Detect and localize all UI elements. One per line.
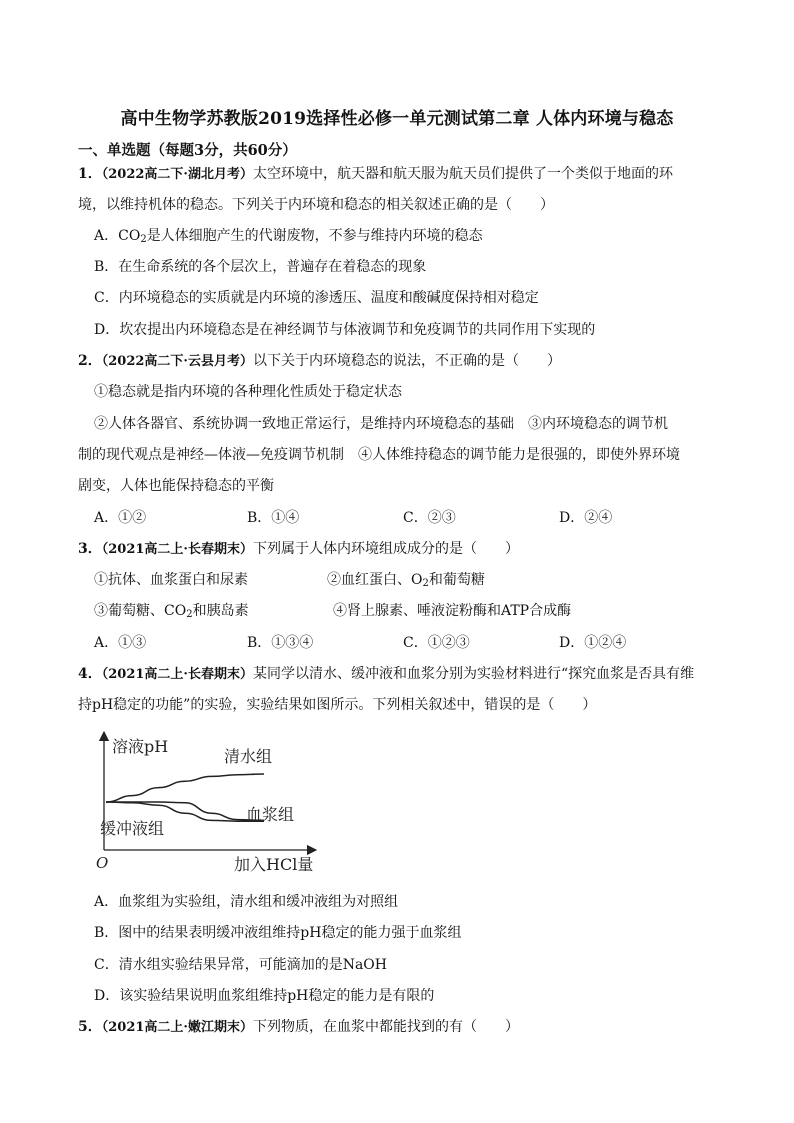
ph-chart (96, 730, 346, 880)
q4-option-c: C．清水组实验结果异常，可能滴加的是NaOH (94, 957, 387, 973)
x-axis-label: 加入HCl量 (234, 855, 314, 874)
series-label-1: 血浆组 (246, 805, 295, 824)
q1-option-c: C．内环境稳态的实质就是内环境的渗透压、温度和酸碱度保持相对稳定 (94, 290, 539, 306)
q4-stem-line2: 持pH稳定的功能”的实验，实验结果如图所示。下列相关叙述中，错误的是（ ） (78, 697, 597, 713)
q3-item-1: ①抗体、血浆蛋白和尿素 (94, 572, 248, 588)
q2-statement-3: 制的现代观点是神经—体液—免疫调节机制 ④人体维持稳态的调节能力是很强的，即使外界环境 (78, 447, 680, 463)
q5-stem: 5．（2021高二上·嫩江期末）下列物质，在血浆中都能找到的有（ ） (78, 1019, 519, 1035)
q1-stem-line1 (78, 164, 673, 185)
q4-stem-line1: 4．（2021高二上·长春期末）某同学以清水、缓冲液和血浆分别为实验材料进行“探究血浆是否具有维 (78, 666, 695, 682)
section-heading: 一、单选题（每题3分，共60分） (78, 142, 297, 159)
q4-option-a: A．血浆组为实验组，清水组和缓冲液组为对照组 (94, 894, 399, 910)
q3-option-d: D．①②④ (559, 635, 627, 651)
q2-statement-2: ②人体各器官、系统协调一致地正常运行，是维持内环境稳态的基础 ③内环境稳态的调节机 (94, 416, 668, 432)
series-line-0 (106, 774, 264, 802)
q5-source: （2021高二上·嫩江期末） (101, 1020, 253, 1035)
q1-stem-text1: 太空环境中，航天器和航天服为航天员们提供了一个类似于地面的环 (252, 166, 673, 182)
q2-option-d: D．②④ (559, 510, 613, 526)
q2-stem: 2．（2022高二下·云县月考）以下关于内环境稳态的说法，不正确的是（ ） (78, 353, 561, 369)
q2-number: 2． (78, 353, 102, 369)
q1-source: （2022高二下·湖北月考） (101, 167, 253, 182)
q1-option-a: A．$CO_2$是人体细胞产生的代谢废物，不参与维持内环境的稳态 (94, 228, 483, 245)
q1-stem-line2: 境，以维持机体的稳态。下列关于内环境和稳态的相关叙述正确的是（ ） (78, 197, 554, 213)
origin-label: O (96, 854, 109, 872)
q4-option-b: B．图中的结果表明缓冲液组维持pH稳定的能力强于血浆组 (94, 925, 462, 941)
q1-option-d: D．坎农提出内环境稳态是在神经调节与体液调节和免疫调节的共同作用下实现的 (94, 322, 596, 338)
q1-number: 1． (78, 166, 102, 182)
q3-option-b: B．①③④ (247, 635, 314, 651)
q3-source: （2021高二上·长春期末） (101, 542, 253, 557)
q3-item-4: ④肾上腺素、唾液淀粉酶和ATP合成酶 (333, 603, 572, 619)
series-line-1 (106, 802, 264, 820)
q3-option-a: A．①③ (94, 635, 147, 651)
series-label-0: 清水组 (224, 747, 273, 766)
series-layer (100, 747, 294, 838)
q4-option-d: D．该实验结果说明血浆组维持pH稳定的能力是有限的 (94, 988, 435, 1004)
q4-number: 4． (78, 666, 102, 682)
q3-item-2: ②血红蛋白、$O_2$和葡萄糖 (327, 572, 485, 589)
page-title: 高中生物学苏教版2019选择性必修一单元测试第二章 人体内环境与稳态 (120, 109, 674, 129)
q5-number: 5． (78, 1019, 102, 1035)
q2-option-c: C．②③ (403, 510, 456, 526)
q3-number: 3． (78, 541, 102, 557)
q2-source: （2022高二下·云县月考） (101, 354, 253, 369)
q3-item-3: ③葡萄糖、$CO_2$和胰岛素 (94, 603, 249, 620)
q2-statement-1: ①稳态就是指内环境的各种理化性质处于稳定状态 (94, 384, 402, 400)
q4-source: （2021高二上·长春期末） (101, 667, 253, 682)
q3-stem: 3．（2021高二上·长春期末）下列属于人体内环境组成成分的是（ ） (78, 541, 519, 557)
q3-option-c: C．①②③ (403, 635, 470, 651)
q2-option-a: A．①② (94, 510, 147, 526)
q2-option-b: B．①④ (247, 510, 300, 526)
q1-option-b: B．在生命系统的各个层次上，普遍存在着稳态的现象 (94, 259, 427, 275)
series-label-2: 缓冲液组 (100, 819, 165, 838)
q2-statement-4: 剧变，人体也能保持稳态的平衡 (78, 478, 274, 494)
y-axis-label: 溶液pH (112, 737, 169, 756)
